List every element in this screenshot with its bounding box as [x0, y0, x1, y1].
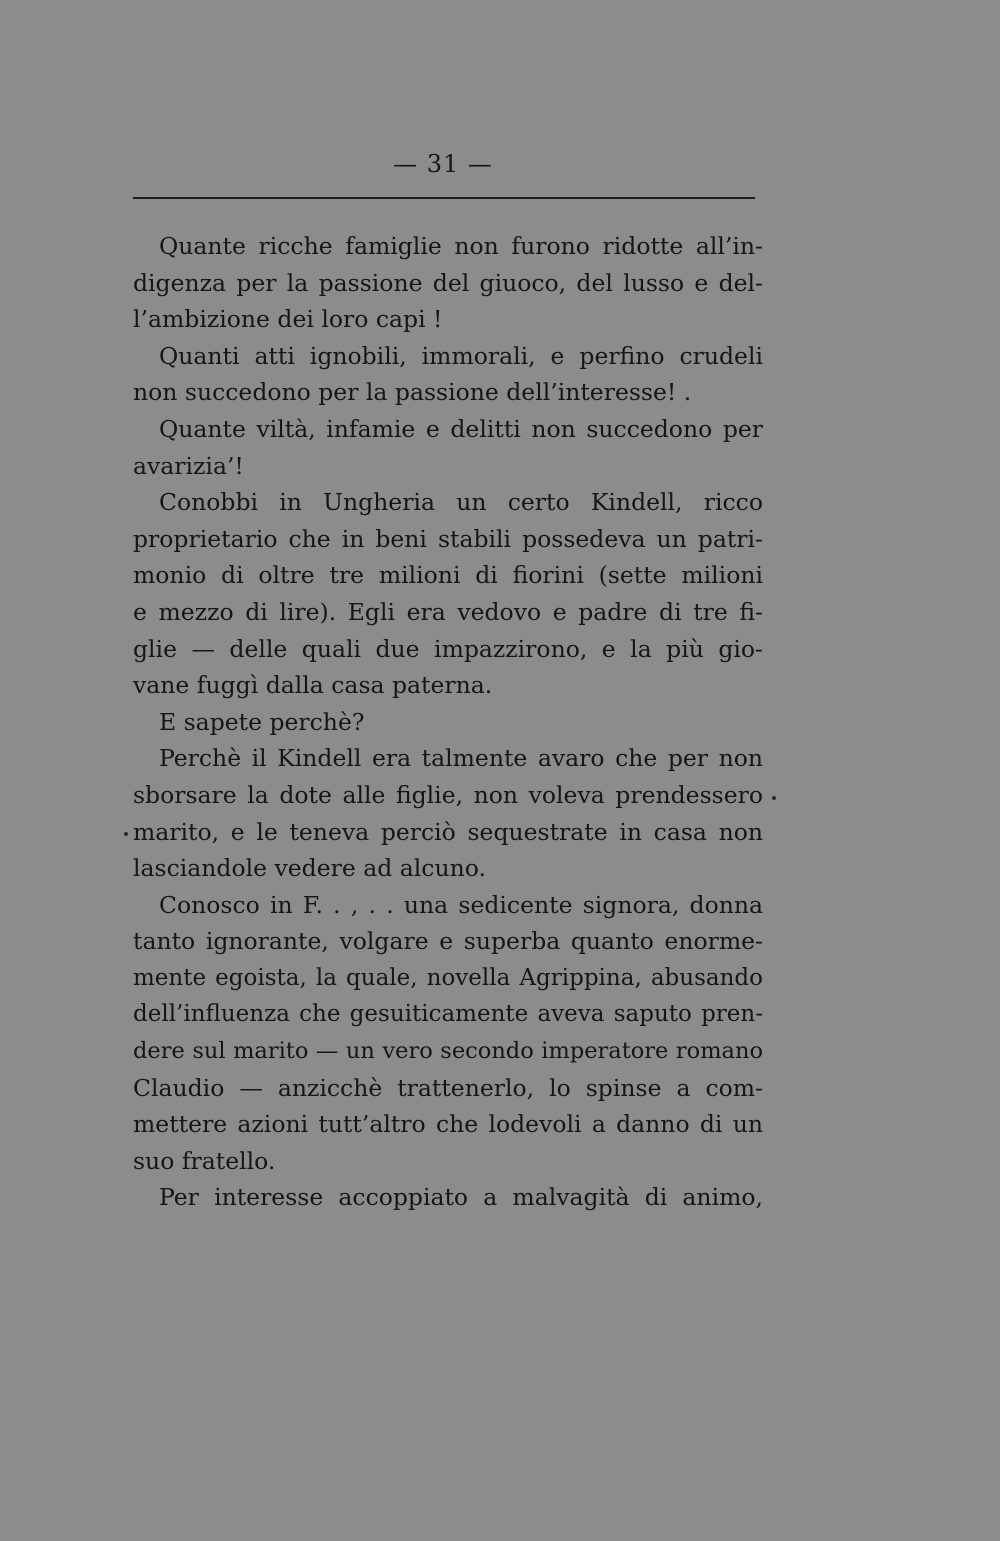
text-line: non succedono per la passione dell’interesse! . [133, 378, 692, 407]
page-number: — 31 — [393, 150, 493, 178]
text-line: tanto ignorante, volgare e superba quanto enorme- [133, 927, 763, 956]
body-text [133, 228, 763, 1216]
text-line: l’ambizione dei loro capi ! [133, 305, 443, 334]
text-line: Conosco in F. . , . . una sedicente signora, donna [159, 890, 763, 919]
text-line: e mezzo di lire). Egli era vedovo e padre di tre fi- [133, 597, 763, 626]
text-line: Per interesse accoppiato a malvagità di animo, [159, 1183, 763, 1212]
text-line: suo fratello. [133, 1146, 276, 1175]
text-line: Perchè il Kindell era talmente avaro che per non [159, 744, 763, 773]
text-line: sborsare la dote alle figlie, non voleva prendessero [133, 780, 763, 809]
header-rule [133, 197, 755, 199]
text-line: E sapete perchè? [159, 707, 365, 736]
text-line: Conobbi in Ungheria un certo Kindell, ricco [159, 488, 763, 517]
text-line: Quante ricche famiglie non furono ridotte all’in- [159, 232, 763, 260]
text-line: Quanti atti ignobili, immorali, e perfino crudeli [159, 341, 763, 370]
text-line: proprietario che in beni stabili possedeva un patri- [133, 524, 763, 553]
text-line: dell’influenza che gesuiticamente aveva saputo pren- [133, 1001, 763, 1028]
ink-speck [124, 832, 128, 836]
text-line: mente egoista, la quale, novella Agrippina, abusando [133, 964, 763, 991]
text-line: Claudio — anzicchè trattenerlo, lo spinse a com- [133, 1073, 763, 1102]
text-line: monio di oltre tre milioni di fiorini (sette milioni [133, 561, 763, 590]
text-line: dere sul marito — un vero secondo imperatore romano [133, 1038, 763, 1065]
text-line: Quante viltà, infamie e delitti non succedono per [159, 414, 763, 443]
ink-speck [772, 796, 776, 800]
text-line: digenza per la passione del giuoco, del lusso e del- [133, 268, 763, 297]
text-line: vane fuggì dalla casa paterna. [133, 671, 493, 700]
text-line: glie — delle quali due impazzirono, e la più gio- [133, 634, 763, 663]
text-line: avarizia’! [133, 451, 244, 480]
text-line: lasciandole vedere ad alcuno. [133, 854, 486, 883]
text-line: mettere azioni tutt’altro che lodevoli a danno di un [133, 1110, 763, 1139]
text-line: marito, e le teneva perciò sequestrate in casa non [133, 817, 763, 846]
